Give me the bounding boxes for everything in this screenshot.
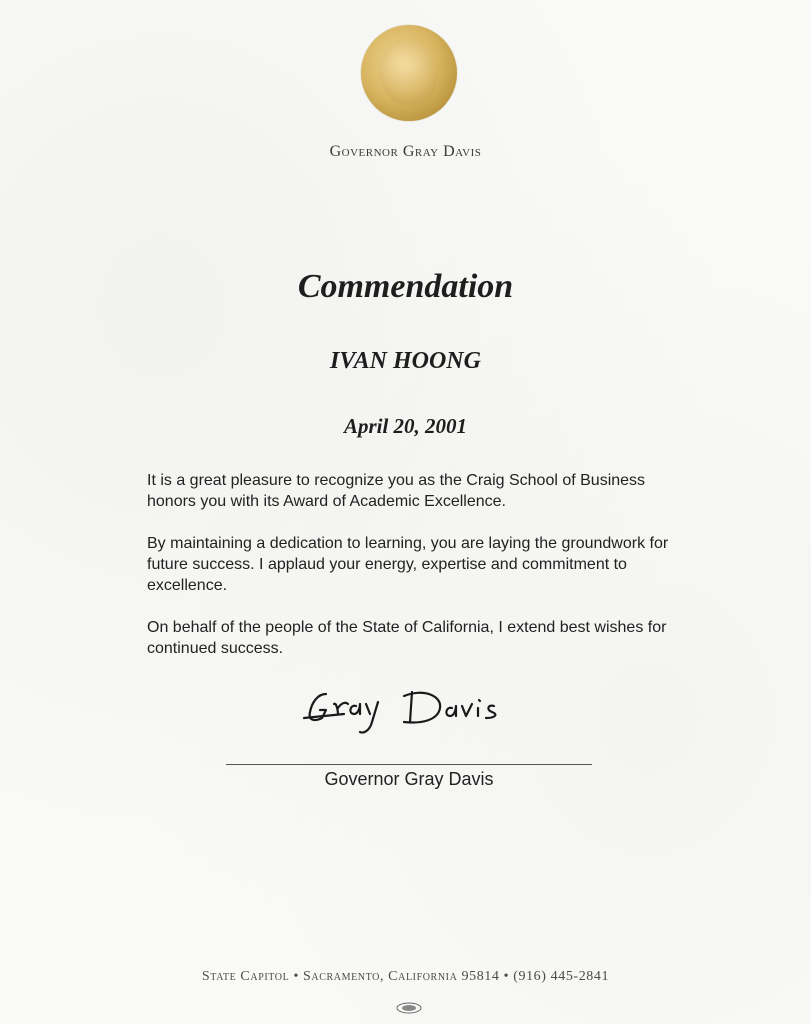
document-date: April 20, 2001 — [343, 414, 468, 438]
commendation-body — [147, 470, 687, 680]
seal-relief — [379, 39, 437, 107]
document-title: Commendation — [297, 268, 514, 305]
office-header: Governor Gray Davis — [329, 143, 482, 160]
state-seal-icon — [361, 25, 457, 121]
footer-address: State Capitol • Sacramento, California 95814 • (916) 445-2841 — [201, 969, 610, 984]
body-paragraph-2: By maintaining a dedication to learning, you are laying the groundwork for future success. I applaud your energy, expertise and commitment to excellence. — [147, 535, 669, 594]
signer-name: Governor Gray Davis — [324, 769, 494, 789]
recipient-name: IVAN HOONG — [330, 348, 481, 374]
signature-line — [226, 764, 592, 765]
union-label-icon — [396, 1002, 422, 1014]
body-paragraph-3: On behalf of the people of the State of California, I extend best wishes for continued success. — [147, 619, 667, 657]
body-paragraph-1: It is a great pleasure to recognize you as the Craig School of Business honors you with its Award of Academic Excellence. — [147, 472, 646, 510]
handwritten-signature — [300, 682, 530, 744]
